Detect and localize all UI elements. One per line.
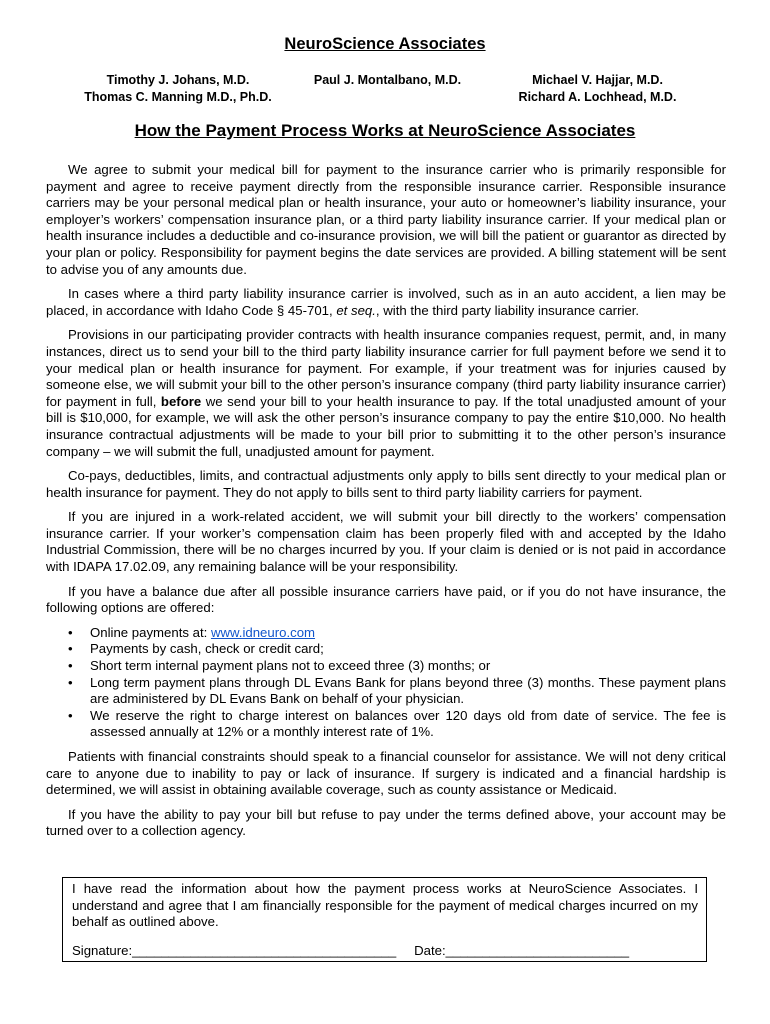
- list-item: [46, 658, 726, 675]
- physician-column-right: [510, 72, 685, 106]
- physician-name: Timothy J. Johans, M.D.: [106, 73, 250, 87]
- list-item-text: Online payments at:: [90, 624, 211, 640]
- paragraph-text: , with the third party liability insurance carrier.: [375, 302, 640, 318]
- date-field[interactable]: Date:_________________________: [414, 942, 630, 958]
- signature-row: [72, 943, 698, 960]
- bullet-icon: •: [68, 641, 73, 657]
- paragraph-lien: [46, 286, 726, 319]
- list-item: [46, 641, 726, 658]
- document-heading: How the Payment Process Works at NeuroScience Associates: [134, 121, 636, 140]
- physician-column-left: [78, 72, 278, 106]
- list-item-text: Payments by cash, check or credit card;: [90, 641, 324, 657]
- paragraph-text: In cases where a third party liability insurance carrier is involved, such as in an auto accident, a lien may be placed, in accordance with Idaho Code § 45-701,: [46, 286, 726, 318]
- physician-column-center: [300, 72, 475, 89]
- document-body: [46, 162, 726, 848]
- legal-citation-italic: et seq.: [336, 302, 376, 318]
- acknowledgement-box: [62, 877, 707, 962]
- paragraph-billing-intro: We agree to submit your medical bill for payment to the insurance carrier who is primarily responsible for payment and agree to receive payment directly from the responsible insurance carrier. Responsible insurance carriers may be your personal medical plan or health insurance, your auto or homeowner’s liability insurance, your employer’s workers’ compensation insurance plan, or a third party liability insurance carrier. If your medical plan or health insurance includes a deductible and co-insurance provision, we will bill the patient or guarantor as directed by your plan or policy. Responsibility for payment begins the date services are provided. A billing statement will be sent to advise you of any amounts due.: [46, 162, 726, 277]
- paragraph-collection: If you have the ability to pay your bill but refuse to pay under the terms defined above, your account may be turned over to a collection agency.: [46, 806, 726, 839]
- bullet-icon: •: [68, 658, 73, 674]
- acknowledgement-text: I have read the information about how the payment process works at NeuroScience Associates. I understand and agree that I am financially responsible for the payment of medical charges incurred on my behalf as outlined above.: [72, 881, 698, 930]
- signature-field[interactable]: Signature:____________________________________: [72, 942, 397, 958]
- paragraph-text: Provisions in our participating provider contracts with health insurance companies request, permit, and, in many instances, direct us to send your bill to the third party liability insurance carrier for full payment before we send it to your medical plan or health insurance for payment. For example, if your treatment was for injuries caused by someone else, we will submit your bill to the other person’s insurance company (third party liability insurance carrier) for payment in full,: [46, 327, 726, 409]
- paragraph-third-party: [46, 327, 726, 460]
- list-item-text: Short term internal payment plans not to exceed three (3) months; or: [90, 658, 491, 674]
- list-item-text: Long term payment plans through DL Evans Bank for plans beyond three (3) months. These payment plans are administered by DL Evans Bank on behalf of your physician.: [90, 674, 726, 707]
- bullet-icon: •: [68, 707, 73, 723]
- org-title: NeuroScience Associates: [284, 35, 486, 53]
- paragraph-financial-constraints: Patients with financial constraints should speak to a financial counselor for assistance. We will not deny critical care to anyone due to inability to pay or lack of insurance. If surgery is indicated and a financial hardship is determined, we will assist in obtaining available coverage, such as county assistance or Medicaid.: [46, 749, 726, 798]
- physician-name: Michael V. Hajjar, M.D.: [532, 73, 663, 87]
- paragraph-workers-comp: If you are injured in a work-related accident, we will submit your bill directly to the workers’ compensation insurance carrier. If your worker’s compensation claim has been properly filed with and accepted by the Idaho Industrial Commission, there will be no charges incurred by you. If your claim is denied or is not paid in accordance with IDAPA 17.02.09, any remaining balance will be your responsibility.: [46, 509, 726, 575]
- payment-options-list: [46, 625, 726, 741]
- physician-name: Thomas C. Manning M.D., Ph.D.: [84, 90, 272, 104]
- bullet-icon: •: [68, 674, 73, 690]
- list-item: [46, 675, 726, 708]
- physician-name: Paul J. Montalbano, M.D.: [313, 73, 462, 87]
- physician-name: Richard A. Lochhead, M.D.: [518, 90, 677, 104]
- website-link[interactable]: www.idneuro.com: [210, 624, 316, 640]
- bullet-icon: •: [68, 624, 73, 640]
- paragraph-text: we send your bill to your health insurance to pay. If the total unadjusted amount of your bill is $10,000, for example, we will ask the other person’s insurance company to pay the entire $10,000. No health insurance contractual adjustments will be made to your bill prior to submitting it to the other person’s insurance company – we will submit the full, unadjusted amount for payment.: [46, 393, 726, 459]
- paragraph-balance-due: If you have a balance due after all possible insurance carriers have paid, or if you do not have insurance, the following options are offered:: [46, 583, 726, 616]
- list-item: [46, 708, 726, 741]
- emphasis-before: before: [160, 393, 202, 409]
- list-item: [46, 625, 726, 642]
- paragraph-copays: Co-pays, deductibles, limits, and contractual adjustments only apply to bills sent directly to your medical plan or health insurance for payment. They do not apply to bills sent to third party liability carriers for payment.: [46, 468, 726, 500]
- list-item-text: We reserve the right to charge interest on balances over 120 days old from date of service. The fee is assessed annually at 12% or a monthly interest rate of 1%.: [90, 707, 726, 740]
